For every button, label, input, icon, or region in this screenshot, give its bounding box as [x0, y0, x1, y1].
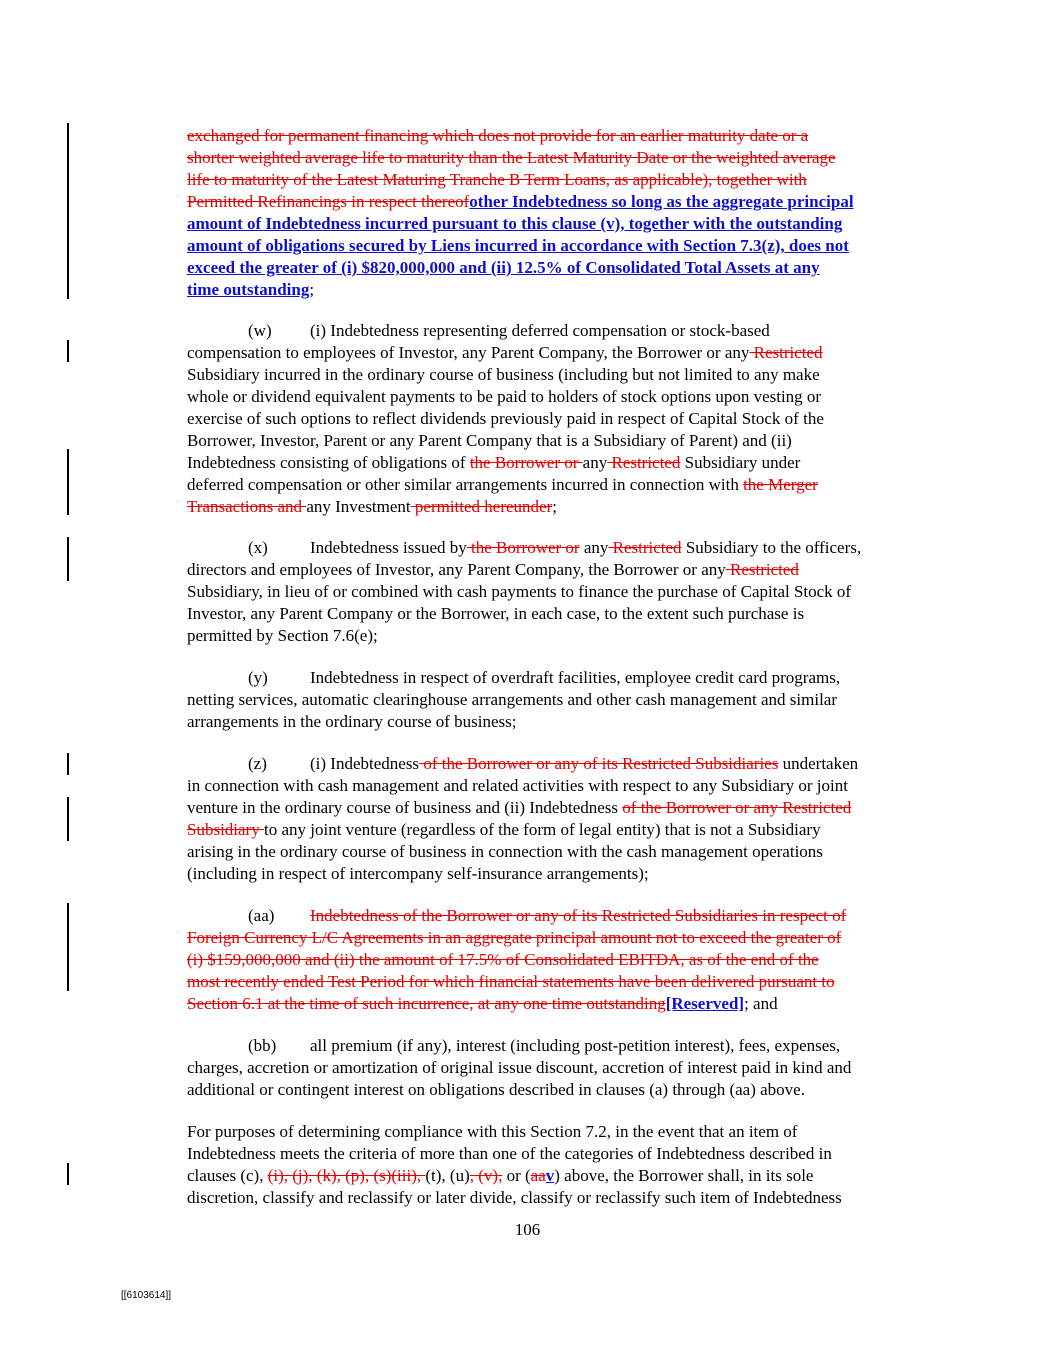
deleted-text: permitted hereunder [410, 497, 553, 516]
clause-label: (bb) [248, 1036, 277, 1055]
clause-label: (w) [248, 321, 272, 340]
clause-text: ; [309, 280, 315, 299]
deleted-text: the Borrower or [469, 453, 583, 472]
clause-text: arrangements in the ordinary course of business; [187, 712, 517, 731]
document-id: [[6103614]] [121, 1290, 172, 1301]
deleted-text: Subsidiary [187, 820, 264, 839]
deleted-text: Permitted Refinancings in respect thereof [187, 192, 470, 211]
deleted-text: life to maturity of the Latest Maturing Tranche B Term Loans, as applicable), together with [187, 170, 807, 189]
change-bar [67, 340, 69, 362]
change-bar [67, 1163, 69, 1185]
clause-label: (x) [248, 538, 268, 557]
inserted-text: exceed the greater of (i) $820,000,000 and (ii) 12.5% of Consolidated Total Assets at any [187, 258, 820, 277]
clause-y-paragraph [187, 667, 932, 733]
change-bar [67, 797, 69, 841]
inserted-text: amount of obligations secured by Liens incurred in accordance with Section 7.3(z), does not [187, 236, 849, 255]
deleted-text: of the Borrower or any of its Restricted Subsidiaries [419, 754, 779, 773]
change-bar [67, 449, 69, 515]
clause-text: (i) Indebtedness [310, 754, 420, 773]
clause-text: or ( [502, 1166, 531, 1185]
clause-w-paragraph [187, 320, 932, 518]
clause-label: (y) [248, 668, 268, 687]
deleted-text: of the Borrower or any Restricted [622, 798, 852, 817]
clause-text: Subsidiary, in lieu of or combined with cash payments to finance the purchase of Capital Stock of [187, 582, 852, 601]
change-bar [67, 753, 69, 775]
deleted-text: Restricted [607, 453, 681, 472]
clause-text: Indebtedness meets the criteria of more than one of the categories of Indebtedness described in [187, 1144, 832, 1163]
clause-text: undertaken [778, 754, 859, 773]
clause-text: arising in the ordinary course of business in connection with the cash management operations [187, 842, 823, 861]
clause-text: any [579, 538, 609, 557]
clause-text: (t), (u) [425, 1166, 470, 1185]
deleted-text: Restricted [725, 560, 799, 579]
clause-text: venture in the ordinary course of business and (ii) Indebtedness [187, 798, 623, 817]
clause-text: Subsidiary to the officers, [681, 538, 862, 557]
inserted-text: [Reserved] [665, 994, 745, 1013]
deleted-text: Transactions and [187, 497, 307, 516]
inserted-text: amount of Indebtedness incurred pursuant to this clause (v), together with the outstanding [187, 214, 843, 233]
page-number: 106 [514, 1220, 541, 1239]
clause-text: Indebtedness in respect of overdraft facilities, employee credit card programs, [310, 668, 841, 687]
clause-text: (i) Indebtedness representing deferred compensation or stock-based [310, 321, 770, 340]
purposes-paragraph [187, 1121, 932, 1209]
deleted-text: Foreign Currency L/C Agreements in an aggregate principal amount not to exceed the greater of [187, 928, 842, 947]
clause-label: (z) [248, 754, 267, 773]
clause-text: clauses (c), [187, 1166, 268, 1185]
clause-text: exercise of such options to reflect dividends previously paid in respect of Capital Stock of the [187, 409, 824, 428]
clause-text: directors and employees of Investor, any Parent Company, the Borrower or any [187, 560, 726, 579]
deleted-text: exchanged for permanent financing which does not provide for an earlier maturity date or a [187, 126, 809, 145]
change-bar [67, 903, 69, 991]
clause-text: Indebtedness issued by [310, 538, 467, 557]
change-bar [67, 123, 69, 299]
clause-text: permitted by Section 7.6(e); [187, 626, 378, 645]
clause-text: ; and [744, 994, 778, 1013]
clause-z-paragraph [187, 753, 932, 885]
deleted-text: Indebtedness of the Borrower or any of its Restricted Subsidiaries in respect of [310, 906, 847, 925]
clause-text: charges, accretion or amortization of original issue discount, accretion of interest paid in kind and [187, 1058, 852, 1077]
deleted-text: Restricted [608, 538, 682, 557]
clause-text: to any joint venture (regardless of the form of legal entity) that is not a Subsidiary [263, 820, 821, 839]
clause-text: additional or contingent interest on obligations described in clauses (a) through (aa) above. [187, 1080, 805, 1099]
clause-text: discretion, classify and reclassify or later divide, classify or reclassify such item of Indebtedness [187, 1188, 842, 1207]
clause-text: Borrower, Investor, Parent or any Parent Company that is a Subsidiary of Parent) and (ii) [187, 431, 792, 450]
deleted-text: most recently ended Test Period for which financial statements have been delivered pursuant to [187, 972, 835, 991]
inserted-text: v [545, 1166, 555, 1185]
clause-text: Investor, any Parent Company or the Borrower, in each case, to the extent such purchase is [187, 604, 805, 623]
clause-v-paragraph [187, 125, 932, 301]
clause-text: ) above, the Borrower shall, in its sole [554, 1166, 814, 1185]
deleted-text: Restricted [749, 343, 823, 362]
clause-text: Subsidiary under [680, 453, 801, 472]
clause-text: (including in respect of intercompany self-insurance arrangements); [187, 864, 649, 883]
deleted-text: , (v), [469, 1166, 503, 1185]
clause-x-paragraph [187, 537, 932, 647]
clause-text: all premium (if any), interest (including post-petition interest), fees, expenses, [310, 1036, 841, 1055]
clause-text: deferred compensation or other similar arrangements incurred in connection with [187, 475, 744, 494]
clause-text: ; [552, 497, 557, 516]
clause-text: For purposes of determining compliance with this Section 7.2, in the event that an item of [187, 1122, 798, 1141]
deleted-text: the Borrower or [466, 538, 580, 557]
clause-bb-paragraph [187, 1035, 932, 1101]
deleted-text: (i), (j), (k), (p), (s)(iii), [267, 1166, 426, 1185]
clause-text: whole or dividend equivalent payments to be paid to holders of stock options upon vesting or [187, 387, 822, 406]
clause-text: Indebtedness consisting of obligations of [187, 453, 470, 472]
clause-text: Subsidiary incurred in the ordinary course of business (including but not limited to any make [187, 365, 820, 384]
deleted-text: (i) $159,000,000 and (ii) the amount of 17.5% of Consolidated EBITDA, as of the end of the [187, 950, 819, 969]
clause-aa-paragraph [187, 905, 932, 1015]
clause-text: netting services, automatic clearinghouse arrangements and other cash management and similar [187, 690, 838, 709]
deleted-text: the Merger [743, 475, 818, 494]
deleted-text: aa [530, 1166, 546, 1185]
clause-label: (aa) [248, 906, 275, 925]
clause-text: any [582, 453, 608, 472]
clause-text: compensation to employees of Investor, any Parent Company, the Borrower or any [187, 343, 750, 362]
clause-text: in connection with cash management and related activities with respect to any Subsidiary or joint [187, 776, 848, 795]
deleted-text: Section 6.1 at the time of such incurrence, at any one time outstanding [187, 994, 666, 1013]
inserted-text: other Indebtedness so long as the aggregate principal [469, 192, 854, 211]
inserted-text: time outstanding [187, 280, 310, 299]
change-bar [67, 537, 69, 581]
deleted-text: shorter weighted average life to maturity than the Latest Maturity Date or the weighted average [187, 148, 836, 167]
clause-text: any Investment [306, 497, 411, 516]
